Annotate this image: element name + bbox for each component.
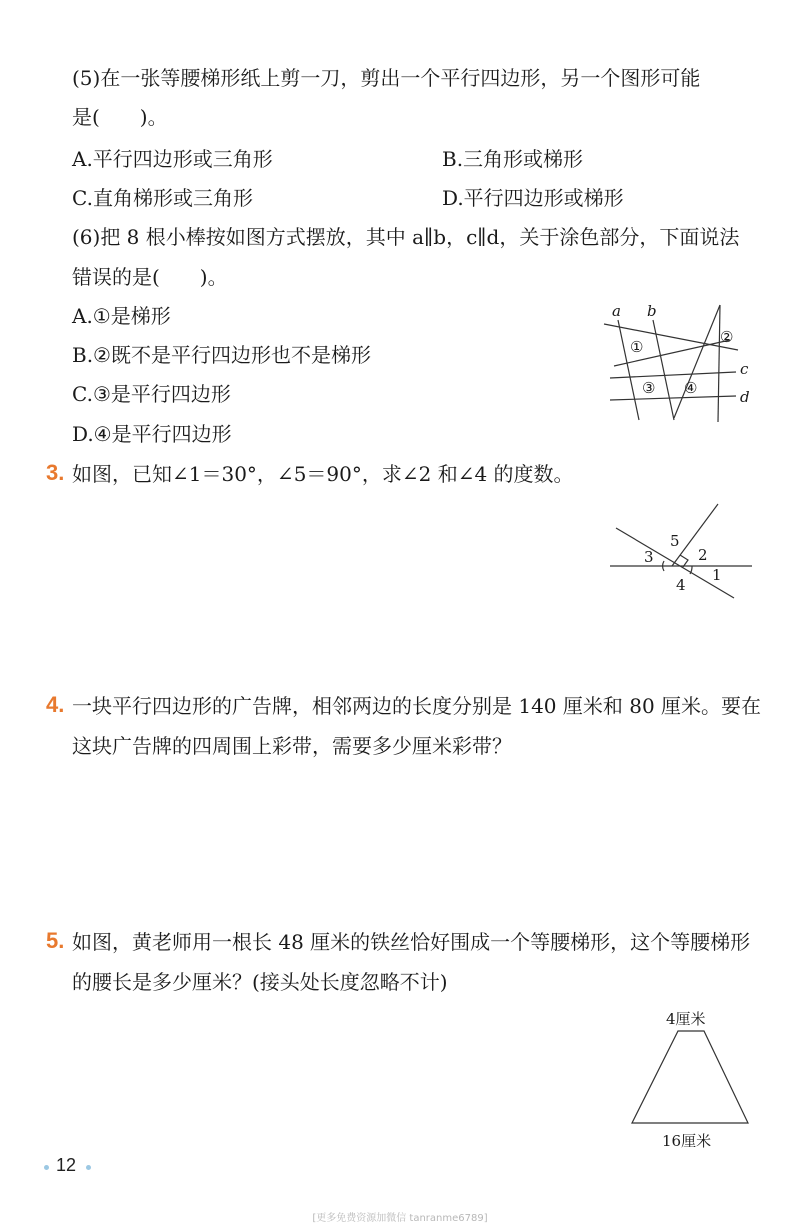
trapezoid-figure: [620, 1005, 760, 1150]
fig6-label-a: a: [612, 302, 621, 320]
stick-figure: [596, 300, 766, 425]
q3-number: 3.: [46, 460, 65, 485]
q5b-line1: 如图，黄老师用一根长 48 厘米的铁丝恰好围成一个等腰梯形，这个等腰梯形: [72, 930, 751, 954]
q5b-line2: 的腰长是多少厘米？(接头处长度忽略不计): [72, 970, 448, 994]
fig6-region-2: ②: [720, 328, 734, 346]
fig3-angle-4: 4: [676, 576, 686, 594]
fig3-angle-1: 1: [712, 566, 722, 584]
q5-stem-line2: 是( )。: [72, 105, 168, 129]
q5-option-b: B.三角形或梯形: [442, 147, 584, 171]
q5-option-c: C.直角梯形或三角形: [72, 186, 253, 210]
q5b-number: 5.: [46, 928, 65, 953]
page-dot-right: [86, 1165, 91, 1170]
q6-stem-line1: (6)把 8 根小棒按如图方式摆放，其中 a∥b，c∥d，关于涂色部分，下面说法: [72, 225, 740, 249]
page-number: 12: [56, 1155, 77, 1175]
fig3-angle-3: 3: [644, 548, 654, 566]
q6-option-d: D.④是平行四边形: [72, 422, 232, 446]
stick-a: [618, 320, 639, 420]
stick-d: [610, 396, 736, 400]
right-angle-mark: [680, 555, 688, 567]
angle-figure: [606, 498, 756, 603]
stick-top: [604, 324, 738, 350]
stick-steep1: [674, 305, 720, 418]
q5-option-d: D.平行四边形或梯形: [442, 186, 624, 210]
watermark: [更多免费资源加微信 tanranme6789]: [312, 1213, 488, 1224]
q3-text: 如图，已知∠1＝30°，∠5＝90°，求∠2 和∠4 的度数。: [72, 462, 574, 486]
page-dot-left: [44, 1165, 49, 1170]
q6-option-c: C.③是平行四边形: [72, 382, 231, 406]
fig6-label-c: c: [740, 360, 749, 378]
fig6-label-b: b: [647, 302, 657, 320]
q4-number: 4.: [46, 692, 65, 717]
q6-stem-line2: 错误的是( )。: [72, 265, 228, 289]
trapezoid-top-label: 4厘米: [666, 1010, 706, 1028]
q6-option-b: B.②既不是平行四边形也不是梯形: [72, 343, 371, 367]
fig6-region-3: ③: [642, 379, 656, 397]
fig3-angle-5: 5: [670, 532, 680, 550]
stick-steep2: [718, 305, 720, 422]
q4-line1: 一块平行四边形的广告牌，相邻两边的长度分别是 140 厘米和 80 厘米。要在: [72, 694, 762, 718]
q5-option-a: A.平行四边形或三角形: [72, 147, 273, 171]
fig6-region-1: ①: [630, 338, 644, 356]
trapezoid-bottom-label: 16厘米: [662, 1132, 712, 1150]
q6-option-a: A.①是梯形: [72, 304, 171, 328]
q5-stem-line1: (5)在一张等腰梯形纸上剪一刀，剪出一个平行四边形，另一个图形可能: [72, 66, 701, 90]
fig3-angle-2: 2: [698, 546, 708, 564]
fig6-label-d: d: [740, 388, 750, 406]
isosceles-trapezoid: [632, 1031, 748, 1123]
q4-line2: 这块广告牌的四周围上彩带，需要多少厘米彩带？: [72, 734, 512, 758]
fig6-region-4: ④: [684, 379, 698, 397]
